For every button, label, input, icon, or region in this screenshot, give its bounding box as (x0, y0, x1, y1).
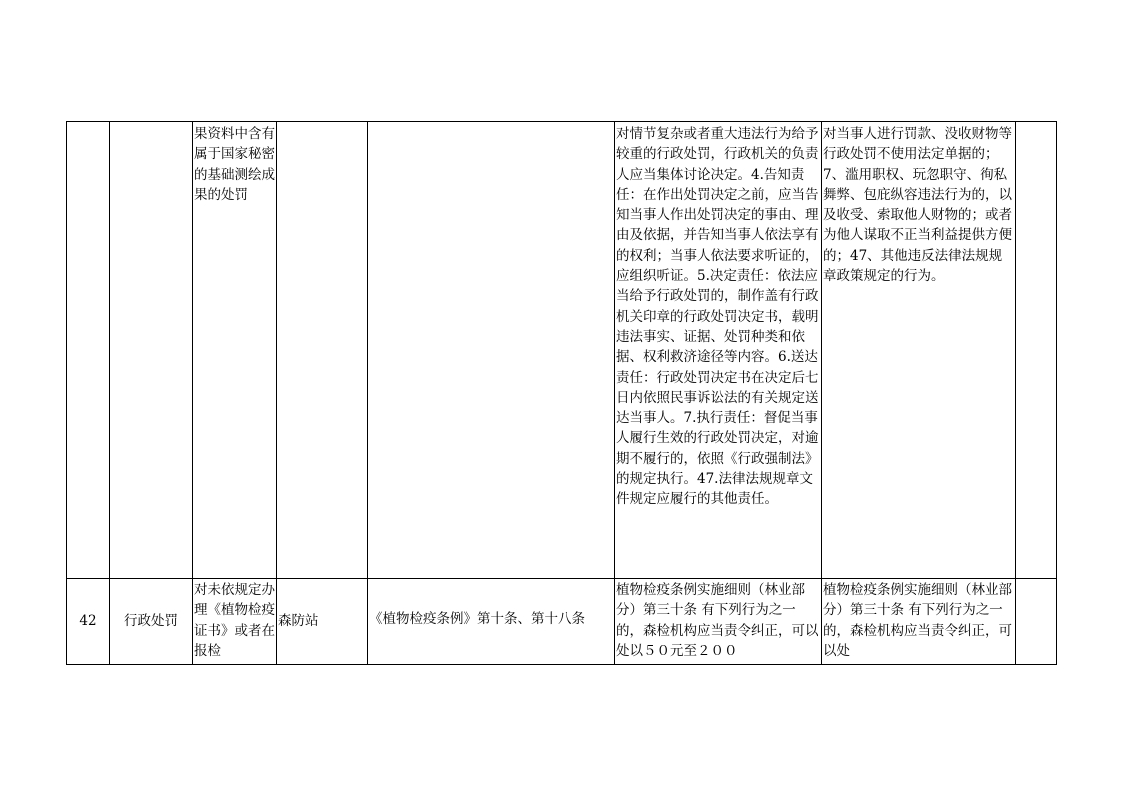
table-bottom-border (66, 664, 1057, 665)
power-item: 果资料中含有属于国家秘密的基础测绘成果的处罚 (194, 126, 275, 203)
responsibility-items: 植物检疫条例实施细则（林业部分）第三十条 有下列行为之一的，森检机构应当责令纠正，可以处以５０元至２００ (616, 582, 819, 659)
legal-basis (369, 124, 614, 578)
power-type (110, 122, 192, 578)
power-item: 对未依规定办理《植物检疫证书》或者在报检 (194, 582, 275, 659)
row-number (67, 122, 109, 578)
implementing-department: 森防站 (278, 613, 319, 630)
legal-basis: 《植物检疫条例》第十条、第十八条 (369, 611, 585, 628)
responsibility-items: 对情节复杂或者重大违法行为给予较重的行政处罚，行政机关的负责人应当集体讨论决定。4.告知责任：在作出处罚决定之前，应当告知当事人作出处罚决定的事由、理由及依据，并告知当事人依法享有的权利；当事人依法要求听证的，应组织听证。5.决定责任：依法应当给予行政处罚的，制作盖有行政机关印章的行政处罚决定书，载明违法事实、证据、处罚种类和依据、权利救济途径等内容。6.送达责任：行政处罚决定书在决定后七日内依照民事诉讼法的有关规定送达当事人。7.执行责任：督促当事人履行生效的行政处罚决定，对逾期不履行的，依照《行政强制法》的规定执行。47.法律法规规章文件规定应履行的其他责任。 (616, 126, 819, 508)
implementing-department (278, 124, 367, 578)
accountability-situations: 对当事人进行罚款、没收财物等行政处罚不使用法定单据的；7、滥用职权、玩忽职守、徇私舞弊、包庇纵容违法行为的，以及收受、索取他人财物的；或者为他人谋取不正当利益提供方便的；47、其他违反法律法规规章政策规定的行为。 (823, 126, 1012, 285)
remarks (1017, 580, 1056, 664)
accountability-situations: 植物检疫条例实施细则（林业部分）第三十条 有下列行为之一的，森检机构应当责令纠正，可以处 (823, 582, 1012, 659)
col-border (1056, 121, 1057, 665)
power-type: 行政处罚 (124, 613, 178, 630)
table-top-border (66, 121, 1057, 122)
row-number: 42 (79, 613, 97, 630)
remarks (1017, 124, 1056, 578)
